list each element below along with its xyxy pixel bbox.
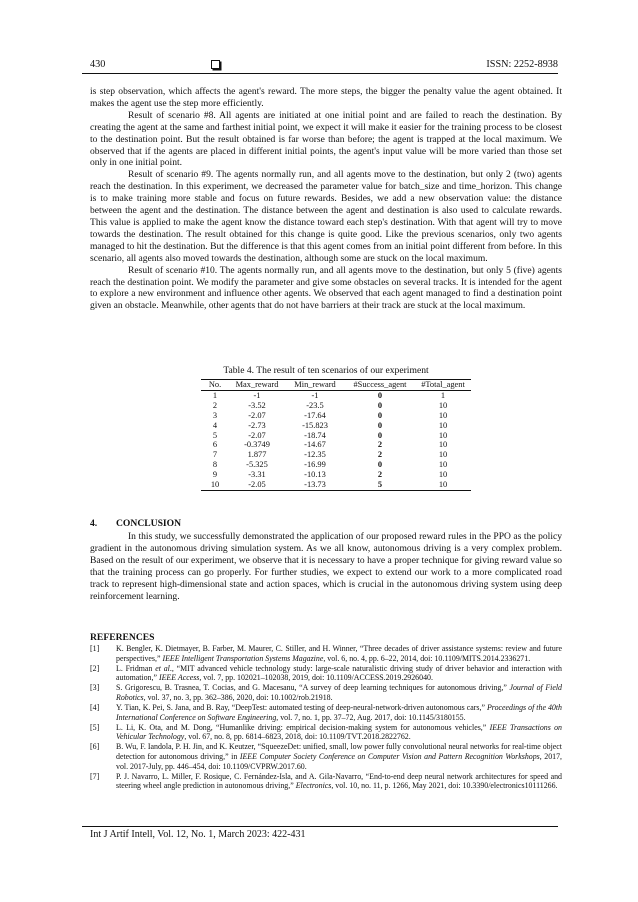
table-cell: 8	[212, 460, 218, 470]
table-cell: 4	[212, 420, 218, 430]
section-title: CONCLUSION	[116, 518, 182, 529]
table-cell: -12.35	[304, 450, 326, 460]
page-number: 430	[90, 59, 106, 70]
table-cell: -2.07	[248, 410, 266, 420]
reference-text: , vol. 67, no. 8, pp. 6814–6823, 2018, doi: 10.1109/TVT.2018.2822762.	[184, 732, 411, 742]
col-header-min-reward: Min_reward	[285, 380, 345, 391]
table-cell: 10	[438, 470, 448, 480]
table-cell: 0	[377, 410, 383, 420]
paragraph: Result of scenario #9. The agents normally run, and all agents move to the destination, but only 2 (two) agents reach the destination. In this experiment, we decreased the parameter value for batch_size and time_horizon. This change is to make training more stable and focus on future rewards. Besides, we add a new observation value: the distance between the agent and the destination. The distance between the agent and destination is also used to calculate rewards. This value is applied to make the agent know the distance toward each step's destination. With that agent will try to move towards the destination. The result obtained for this change is quite good. Like the previous scenarios, only two agents managed to hit the destination. But the difference is that this agent comes from an initial point different from before. In this scenario, all agents also moved towards the destination, although some are stuck on the local maximum.	[90, 169, 562, 264]
reference-item	[90, 742, 562, 771]
page-header	[82, 59, 558, 73]
table-cell: -14.67	[304, 440, 326, 450]
table-row	[201, 411, 471, 421]
table-cell: -1	[253, 390, 261, 400]
table-row	[201, 431, 471, 441]
reference-number: [5]	[90, 722, 100, 732]
reference-number: [6]	[90, 742, 100, 752]
table-cell: 2	[377, 450, 383, 460]
table-cell: 0	[377, 400, 383, 410]
reference-text: , vol. 10, no. 11, p. 1266, May 2021, doi: 10.3390/electronics10111266.	[331, 781, 558, 791]
reference-venue: Journal of Field Robotics	[116, 683, 562, 702]
col-header-no: No.	[201, 380, 229, 391]
table-cell: 7	[212, 450, 218, 460]
reference-venue: Proceedings of the 40th International Conference on Software Engineering	[116, 703, 562, 722]
reference-etal: et al	[155, 663, 170, 673]
conclusion-text	[90, 531, 562, 602]
reference-item	[90, 723, 562, 742]
table-cell: 1.877	[247, 450, 267, 460]
references-list	[90, 644, 562, 791]
table-cell: 10	[438, 460, 448, 470]
table-cell: 9	[212, 470, 218, 480]
reference-text: ., “MIT advanced vehicle technology study: large-scale naturalistic driving study of driver behavior and interaction with automation,”	[116, 663, 563, 683]
reference-venue: IEEE Intelligent Transportation Systems Magazine	[162, 653, 324, 663]
table-cell: 5	[345, 480, 415, 490]
table-cell: 6	[212, 440, 218, 450]
results-table	[201, 379, 471, 491]
table-cell: 0	[377, 430, 383, 440]
reference-venue: Electronics	[295, 781, 332, 791]
table-cell: -3.31	[248, 470, 266, 480]
results-discussion-text	[90, 86, 562, 312]
col-header-total-agent: #Total_agent	[415, 380, 471, 391]
table-cell: 0	[377, 460, 383, 470]
table-row	[201, 470, 471, 480]
table-cell: -17.64	[304, 410, 326, 420]
table-row	[201, 401, 471, 411]
table-cell: -23.5	[306, 400, 324, 410]
table-cell: -5.325	[246, 460, 268, 470]
table-cell: 5	[212, 430, 218, 440]
table-cell: -18.74	[304, 430, 326, 440]
square-bullet-icon	[211, 60, 220, 69]
reference-number: [7]	[90, 771, 100, 781]
table-cell: -2.73	[248, 420, 266, 430]
table-cell: -0.3749	[244, 440, 270, 450]
reference-venue: IEEE Computer Society Conference on Computer Vision and Pattern Recognition Workshops	[239, 751, 540, 761]
table-body	[201, 390, 471, 490]
col-header-max-reward: Max_reward	[229, 380, 285, 391]
issn-label: ISSN: 2252-8938	[486, 59, 558, 70]
table-cell: 1	[440, 390, 446, 400]
reference-text: L. Li, K. Ota, and M. Dong, “Humanlike driving: empirical decision-making system for autonomous vehicles,”	[116, 722, 490, 732]
header-rule	[82, 73, 558, 74]
table-cell: -1	[311, 390, 319, 400]
table-cell: 10	[201, 480, 229, 490]
reference-number: [3]	[90, 683, 100, 693]
table-cell: 10	[415, 480, 471, 490]
table-row	[201, 390, 471, 400]
reference-text: Y. Tian, K. Pei, S. Jana, and B. Ray, “DeepTest: automated testing of deep-neural-network-driven autonomous cars,”	[116, 703, 487, 713]
reference-text: B. Wu, F. Iandola, P. H. Jin, and K. Keutzer, “SqueezeDet: unified, small, low power fully convolutional neural networks for real-time object detection for autonomous driving,” in	[116, 742, 562, 761]
reference-text: , 2017, vol. 2017-July, pp. 446–454, doi: 10.1109/CVPRW.2017.60.	[116, 751, 563, 771]
table-cell: -16.99	[304, 460, 326, 470]
conclusion-heading	[90, 518, 181, 529]
reference-venue: IEEE Access	[158, 673, 200, 683]
table-cell: -3.52	[248, 400, 266, 410]
table-row	[201, 421, 471, 431]
section-number: 4.	[90, 518, 98, 529]
table-cell: -13.73	[285, 480, 345, 490]
table-cell: 10	[438, 430, 448, 440]
table-row	[201, 460, 471, 470]
reference-text: P. J. Navarro, L. Miller, F. Rosique, C. Fernández-Isla, and A. Gila-Navarro, “End-to-end deep neural network architectures for speed and steering wheel angle prediction in autonomous driving,”	[116, 771, 562, 791]
table-cell: -10.13	[304, 470, 326, 480]
table-cell: 0	[377, 390, 383, 400]
table-header-row	[201, 380, 471, 391]
table-cell: 2	[377, 440, 383, 450]
table-cell: 10	[438, 450, 448, 460]
reference-text: K. Bengler, K. Dietmayer, B. Farber, M. Maurer, C. Stiller, and H. Winner, “Three decades of driver assistance systems: review and future perspectives,”	[116, 644, 562, 663]
references-heading: REFERENCES	[90, 632, 155, 643]
paragraph: Result of scenario #8. All agents are initiated at one initial point and are failed to reach the destination. By creating the agent at the same and farthest initial point, we expect it will make it easier for the training process to be closest to the destination point. But the result obtained is far worse than before; the agent is trapped at the local maximum. We observed that if the agents are placed in different initial points, the agent's input value will be more varied than those set only in one initial point.	[90, 109, 562, 169]
paragraph: In this study, we successfully demonstrated the application of our proposed reward rules in the PPO as the policy gradient in the autonomous driving simulation system. As we all know, autonomous driving is a very complex problem. Based on the result of our experiment, we observe that it is necessary to have a proper technique for giving reward value so that the training process can go properly. For further studies, we expect to extend our work to a more complicated road track to represent high-dimensional state and action spaces, which is crucial in the autonomous driving system using deep reinforcement learning.	[90, 531, 562, 602]
reference-number: [2]	[90, 663, 100, 673]
footer-rule	[82, 826, 558, 827]
reference-text: S. Grigorescu, B. Trasnea, T. Cocias, and G. Macesanu, “A survey of deep learning techniques for autonomous driving,”	[116, 683, 510, 693]
reference-item	[90, 703, 562, 722]
reference-text: , vol. 37, no. 3, pp. 362–386, 2020, doi: 10.1002/rob.21918.	[143, 692, 333, 702]
paragraph: Result of scenario #10. The agents normally run, and all agents move to the destination, but only 5 (five) agents reach the destination point. We modify the parameter and give some obstacles on several tracks. It is intended for the agent to explore a new environment and influence other agents. We observed that each agent managed to find a destination point given an obstacle. Meanwhile, other agents that do not have barriers at their track are stuck at the local maximum.	[90, 264, 562, 312]
table-cell: 10	[438, 410, 448, 420]
table-cell: 10	[438, 400, 448, 410]
col-header-success-agent: #Success_agent	[345, 380, 415, 391]
reference-item	[90, 664, 562, 683]
reference-item	[90, 683, 562, 702]
paragraph: is step observation, which affects the agent's reward. The more steps, the bigger the penalty value the agent obtained. It makes the agent use the step more efficiently.	[90, 86, 562, 109]
table-cell: 0	[377, 420, 383, 430]
table-cell: 10	[438, 420, 448, 430]
table-row	[201, 480, 471, 490]
table-cell: 1	[212, 390, 218, 400]
table-cell: 3	[212, 410, 218, 420]
reference-text: , vol. 7, pp. 102021–102038, 2019, doi: 10.1109/ACCESS.2019.2926040.	[199, 673, 433, 683]
reference-venue: IEEE Transactions on Vehicular Technology	[116, 722, 563, 742]
reference-number: [4]	[90, 703, 100, 713]
table-cell: 2	[377, 470, 383, 480]
reference-item	[90, 772, 562, 791]
table-cell: -15.823	[302, 420, 328, 430]
reference-number: [1]	[90, 644, 100, 653]
table-cell: -2.05	[229, 480, 285, 490]
reference-text: , vol. 6, no. 4, pp. 6–22, 2014, doi: 10.1109/MITS.2014.2336271.	[323, 653, 531, 663]
table-caption: Table 4. The result of ten scenarios of our experiment	[223, 365, 429, 376]
table-cell: 2	[212, 400, 218, 410]
journal-citation: Int J Artif Intell, Vol. 12, No. 1, March 2023: 422-431	[90, 829, 306, 840]
reference-text: L. Fridman	[116, 663, 156, 673]
reference-text: , vol. 7, no. 1, pp. 37–72, Aug. 2017, doi: 10.1145/3180155.	[276, 712, 466, 722]
reference-item	[90, 644, 562, 663]
table-row	[201, 440, 471, 450]
table-row	[201, 450, 471, 460]
table-cell: 10	[438, 440, 448, 450]
table-cell: -2.07	[248, 430, 266, 440]
